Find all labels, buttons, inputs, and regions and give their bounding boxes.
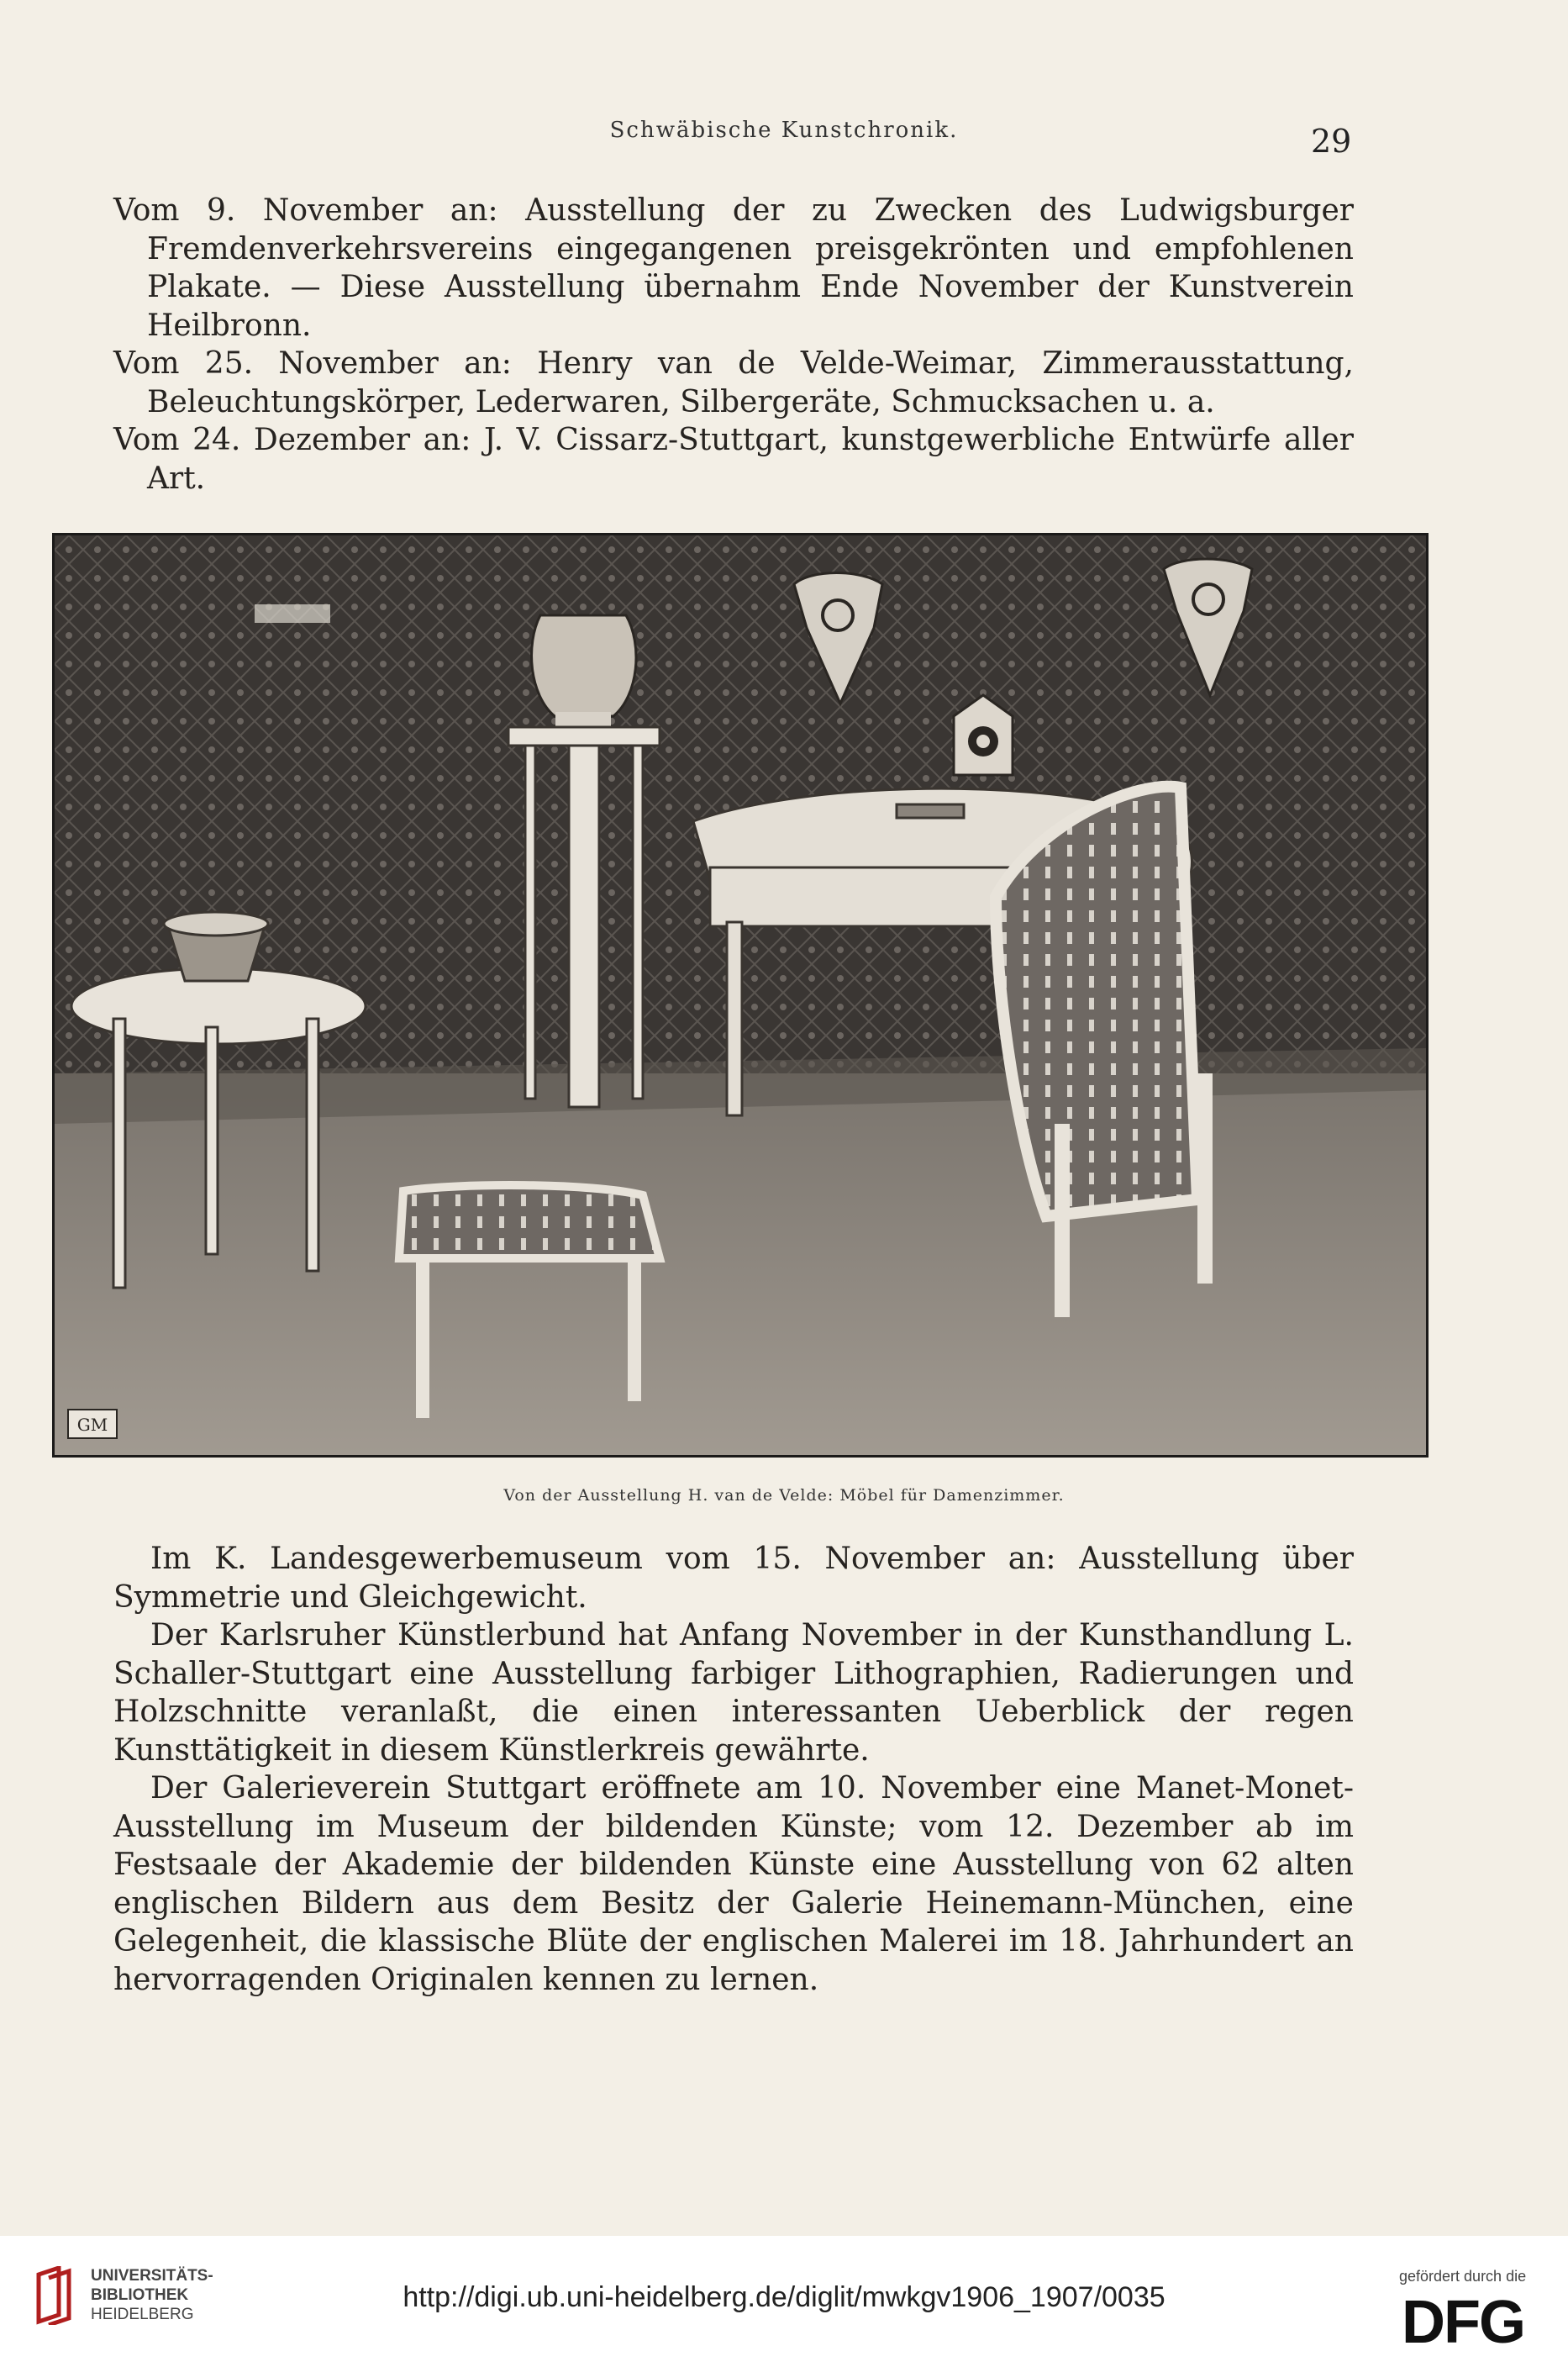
page-number: 29 — [1311, 123, 1352, 160]
paragraph-galerieverein: Der Galerieverein Stuttgart eröffnete am 10. November eine Manet-Monet-Ausstellung im Museum der bildenden Künste; vom 12. Dezember ab im Festsaale der Akademie der bildenden Künste eine Ausstellung von 62 alten englischen Bildern aus dem Besitz der Galerie Heinemann-München, eine Gelegenheit, die klassische Blüte der englischen Malerei im 18. Jahrhundert an hervorragenden Originalen kennen zu lernen. — [113, 1771, 1354, 1997]
library-name-line3: HEIDELBERG — [91, 2306, 194, 2323]
entry-van-de-velde: Vom 25. November an: Henry van de Velde-Weimar, Zimmerausstattung, Beleuchtungskörper, Lederwaren, Silbergeräte, Schmucksachen u. a. — [113, 346, 1354, 419]
monogram-text: GM — [76, 1415, 108, 1435]
library-name-line2: BIBLIOTHEK — [91, 2286, 189, 2304]
paragraph-landesgewerbemuseum: Im K. Landesgewerbemuseum vom 15. November an: Ausstellung über Symmetrie und Gleichgewicht. — [113, 1542, 1354, 1615]
digitization-footer — [0, 2236, 1568, 2367]
source-url-link[interactable]: http://digi.ub.uni-heidelberg.de/diglit/mwkgv1906_1907/0035 — [403, 2281, 1165, 2313]
figure-caption: Von der Ausstellung H. van de Velde: Möbel für Damenzimmer. — [503, 1486, 1065, 1505]
library-name-line1: UNIVERSITÄTS- — [91, 2267, 213, 2285]
entry-cissarz: Vom 24. Dezember an: J. V. Cissarz-Stuttgart, kunstgewerbliche Entwürfe aller Art. — [113, 423, 1354, 496]
running-head: Schwäbische Kunstchronik. — [609, 118, 959, 143]
plant-stand — [508, 727, 660, 1107]
funded-by-label: gefördert durch die — [1399, 2268, 1527, 2285]
paragraph-kuenstlerbund: Der Karlsruher Künstlerbund hat Anfang November in der Kunsthandlung L. Schaller-Stuttgart eine Ausstellung farbiger Lithographien, Radierungen und Holzschnitte veranlaßt, die einen interessanten Ueberblick der regen Kunsttätigkeit in diesem Künstlerkreis gewährte. — [113, 1618, 1354, 1768]
photographer-monogram — [68, 1410, 117, 1438]
furniture-photograph — [52, 533, 1429, 1458]
exhibition-entries — [113, 192, 1354, 498]
report-paragraphs — [113, 1540, 1354, 1999]
dfg-logo: DFG — [1402, 2289, 1524, 2356]
entry-plakate: Vom 9. November an: Ausstellung der zu Zwecken des Ludwigsburger Fremdenverkehrsvereins eingegangenen preisgekrönten und empfohlenen Plakate. — Diese Ausstellung übernahm Ende November der Kunstverein Heilbronn. — [113, 193, 1354, 343]
